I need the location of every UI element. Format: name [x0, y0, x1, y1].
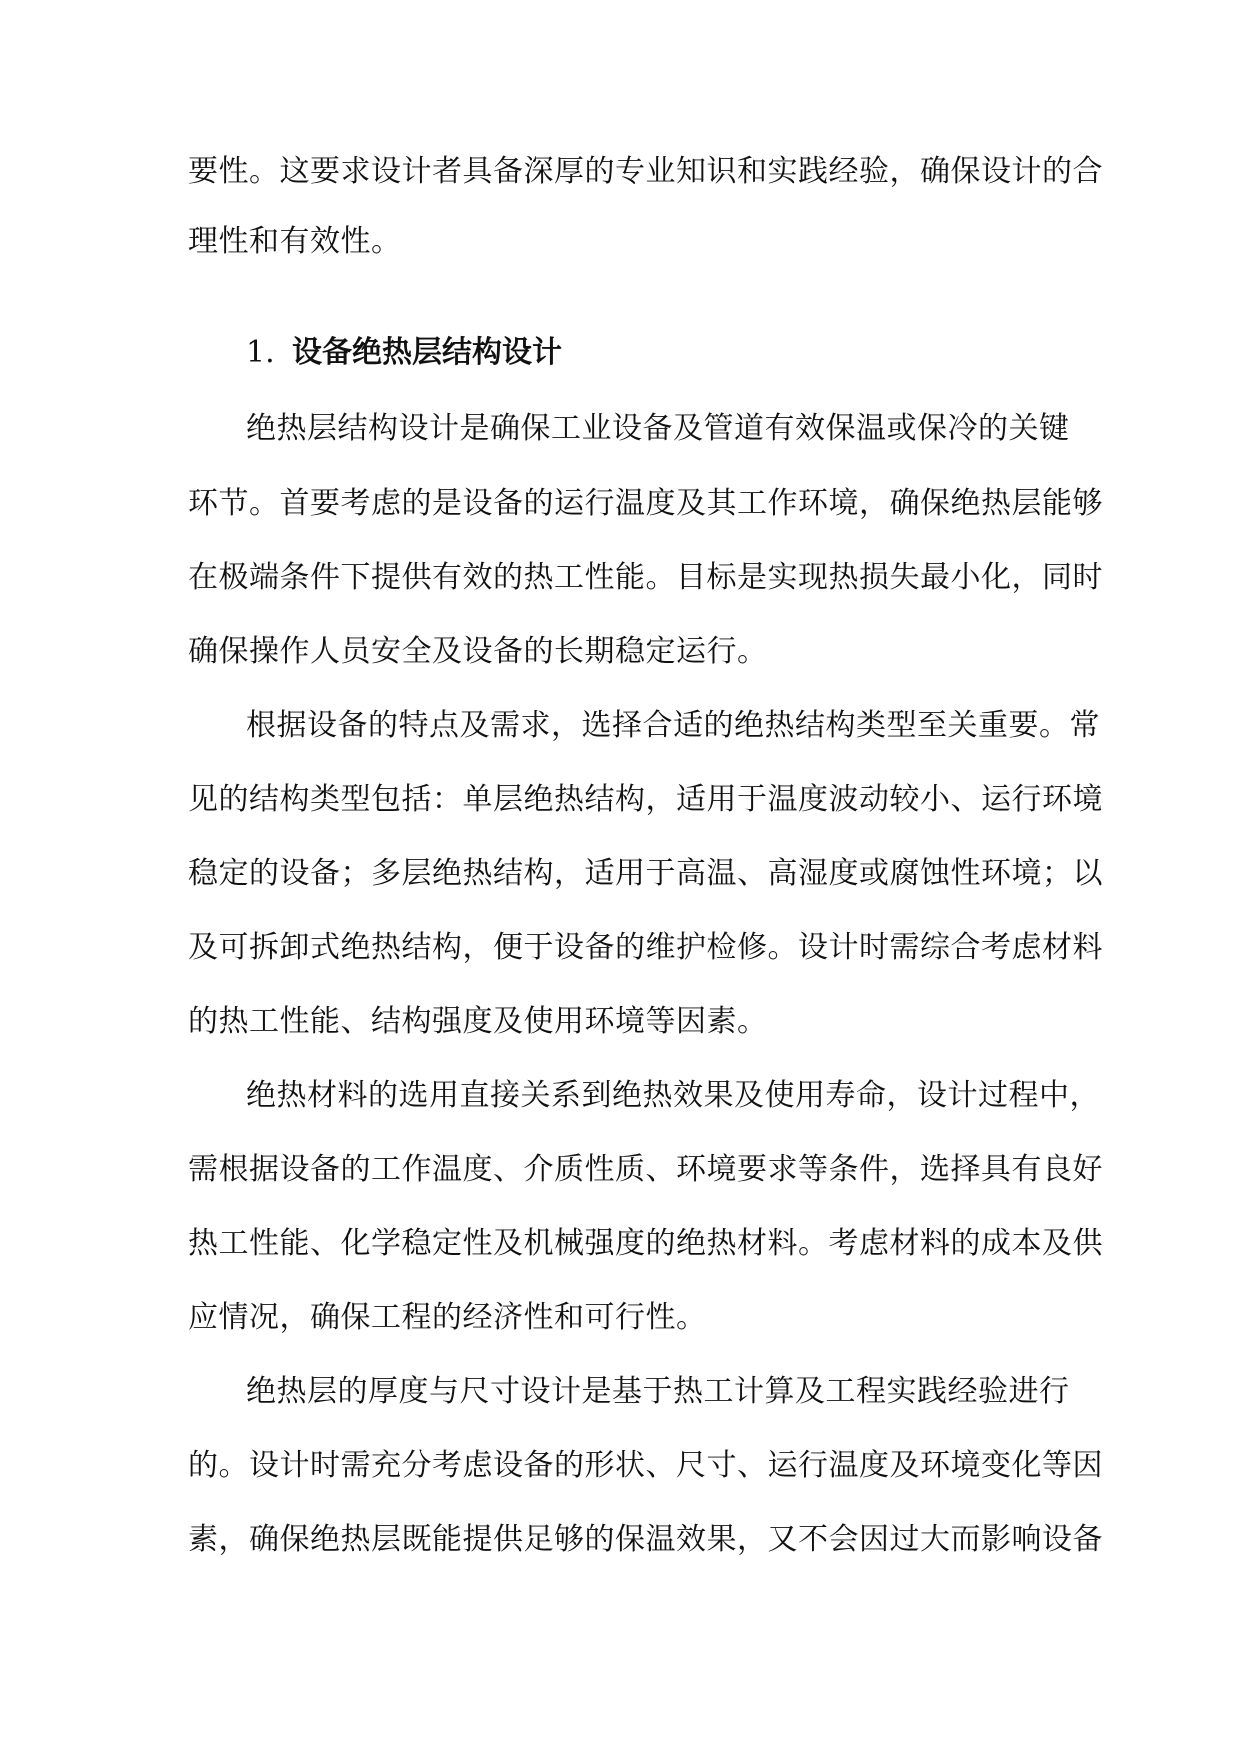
paragraph-line: 热工性能、化学稳定性及机械强度的绝热材料。考虑材料的成本及供 — [188, 1226, 1103, 1261]
paragraph-line: 在极端条件下提供有效的热工性能。目标是实现热损失最小化，同时 — [188, 560, 1103, 595]
intro-line: 理性和有效性。 — [188, 224, 402, 259]
paragraph-line: 需根据设备的工作温度、介质性质、环境要求等条件，选择具有良好 — [188, 1152, 1103, 1187]
paragraph-line: 稳定的设备；多层绝热结构，适用于高温、高湿度或腐蚀性环境；以 — [188, 856, 1103, 891]
paragraph-line: 绝热层结构设计是确保工业设备及管道有效保温或保冷的关键 — [246, 411, 1070, 446]
section-title: 设备绝热层结构设计 — [292, 335, 562, 370]
paragraph-line: 确保操作人员安全及设备的长期稳定运行。 — [188, 634, 768, 669]
paragraph-line: 的。设计时需充分考虑设备的形状、尺寸、运行温度及环境变化等因 — [188, 1448, 1103, 1483]
intro-line: 要性。这要求设计者具备深厚的专业知识和实践经验，确保设计的合 — [188, 154, 1103, 189]
section-heading — [246, 333, 562, 373]
paragraph-line: 素，确保绝热层既能提供足够的保温效果，又不会因过大而影响设备 — [188, 1522, 1103, 1557]
paragraph-line: 应情况，确保工程的经济性和可行性。 — [188, 1300, 707, 1335]
paragraph-line: 绝热层的厚度与尺寸设计是基于热工计算及工程实践经验进行 — [246, 1374, 1070, 1409]
paragraph-line: 见的结构类型包括：单层绝热结构，适用于温度波动较小、运行环境 — [188, 782, 1103, 817]
paragraph-line: 及可拆卸式绝热结构，便于设备的维护检修。设计时需综合考虑材料 — [188, 930, 1103, 965]
paragraph-line: 根据设备的特点及需求，选择合适的绝热结构类型至关重要。常 — [246, 708, 1100, 743]
paragraph-line: 绝热材料的选用直接关系到绝热效果及使用寿命，设计过程中， — [246, 1078, 1100, 1113]
section-number: 1. — [246, 335, 275, 370]
paragraph-line: 的热工性能、结构强度及使用环境等因素。 — [188, 1004, 768, 1039]
paragraph-line: 环节。首要考虑的是设备的运行温度及其工作环境，确保绝热层能够 — [188, 486, 1103, 521]
